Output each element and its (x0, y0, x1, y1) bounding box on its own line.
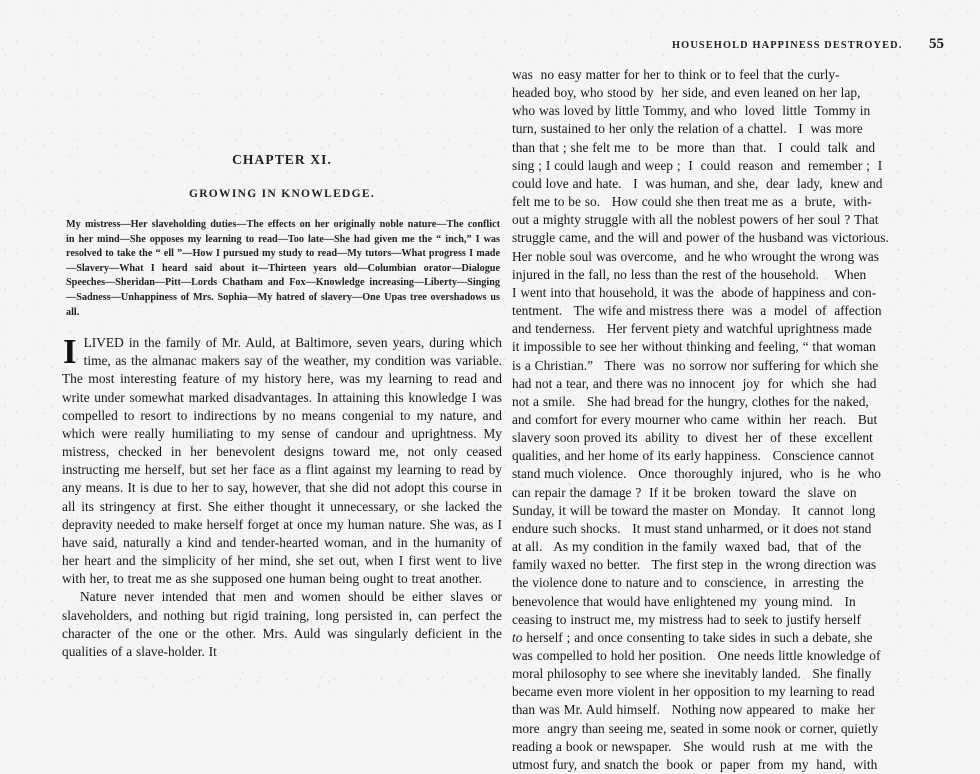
body-line: was no easy matter for her to think or to feel that the curly- (512, 67, 840, 82)
body-line: moral philosophy to see where she inevitably landed. She finally (512, 666, 872, 682)
page-number: 55 (929, 36, 944, 52)
running-head-title: HOUSEHOLD HAPPINESS DESTROYED. (672, 40, 903, 51)
italic-word: to (512, 629, 523, 645)
body-line: out a mighty struggle with all the noblest powers of her soul ? That (512, 212, 879, 228)
body-line: is a Christian.” There was no sorrow nor suffering for which she (512, 357, 879, 373)
body-line: struggle came, and the will and power of the husband was victorious. (512, 230, 889, 246)
body-line: I went into that household, it was the abode of happiness and con- (512, 284, 877, 300)
body-line: was compelled to hold her position. One needs little knowledge of (512, 648, 881, 663)
body-line: felt me to be so. How could she then treat me as a brute, with- (512, 194, 872, 210)
chapter-synopsis: My mistress—Her slaveholding duties—The effects on her originally noble nature—The conflict in her mind—She opposes my learning to read—Too late—She had given me the “ inch,” I was resolved to take the “ ell ”—How I pursued my study to read—My tutors—What progress I made—Slavery—What I heard said about it—Thirteen years old—Columbian orator—Dialogue Speeches—Sheridan—Pitt—Lords Chatham and Fox—Knowledge increasing—Liberty—Singing—Sadness—Unhappiness of Mrs. Sophia—My hatred of slavery—One Upas tree overshadows us all. (66, 219, 500, 318)
body-line: Sunday, it will be toward the master on Monday. It cannot long (512, 502, 876, 518)
body-line: than that ; she felt me to be more than that. I could talk and (512, 139, 876, 155)
body-line: headed boy, who stood by her side, and even leaned on her lap, (512, 85, 861, 101)
left-page (62, 152, 502, 661)
body-line: can repair the damage ? If it be broken toward the slave on (512, 484, 857, 500)
body-line: at all. As my condition in the family waxed bad, that of the (512, 539, 862, 555)
body-line: ceasing to instruct me, my mistress had to seek to justify herself (512, 611, 861, 627)
body-paragraph-text: LIVED in the family of Mr. Auld, at Baltimore, seven years, during which time, as the almanac makers say of the weather, my condition was variable. The most interesting feature of my history here, was my learning to read and write under somewhat marked disadvantages. In attaining this knowledge I was compelled to resort to indirections by no means congenial to my nature, and which were really humiliating to my sense of candour and uprightness. My mistress, checked in her benevolent designs toward me, not only ceased instructing me herself, but set her face as a flint against my learning to read by any means. It is due to her to say, however, that she did not adopt this course in all its stringency at first. She either thought it unnecessary, or she lacked the depravity needed to make herself forget at once my human nature. She was, as I have said, naturally a kind and tender-hearted woman, and in the humanity of her heart and the simplicity of her mind, she set out, when I first went to live with her, to treat me as she supposed one human being ought to treat another. (62, 335, 502, 587)
body-line: not a smile. She had bread for the hungry, clothes for the naked, (512, 393, 869, 409)
body-line: and comfort for every mourner who came within her reach. But (512, 411, 878, 427)
body-line: Her noble soul was overcome, and he who wrought the wrong was (512, 248, 879, 264)
body-paragraph (62, 334, 502, 588)
drop-cap-letter: I (63, 332, 77, 372)
body-line: utmost fury, and snatch the book or paper from my hand, with (512, 756, 878, 772)
body-line: qualities, and her home of its early happiness. Conscience cannot (512, 448, 874, 464)
body-line: family waxed no better. The first step in the wrong direction was (512, 557, 877, 573)
running-head (512, 36, 980, 60)
body-line: became even more violent in her opposition to my learning to read (512, 684, 875, 700)
chapter-number-heading: CHAPTER XI. (232, 152, 332, 167)
body-line: slavery soon proved its ability to divest her of these excellent (512, 430, 873, 446)
body-line: had not a tear, and there was no innocent joy for which she had (512, 375, 877, 391)
body-line: sing ; I could laugh and weep ; I could reason and remember ; I (512, 157, 883, 173)
body-line: the violence done to nature and to conscience, in arresting the (512, 575, 864, 591)
body-line: and tenderness. Her fervent piety and watchful uprightness made (512, 321, 872, 337)
body-line: turn, sustained to her only the relation of a chattel. I was more (512, 121, 863, 137)
body-line: more angry than seeing me, seated in some nook or corner, quietly (512, 720, 879, 736)
right-page (512, 36, 980, 774)
body-line: endure such shocks. It must stand unharmed, or it does not stand (512, 520, 872, 536)
body-line: injured in the fall, no less than the rest of the household. When (512, 266, 867, 282)
right-page-body-text (512, 66, 980, 774)
body-line: who was loved by little Tommy, and who loved little Tommy in (512, 103, 871, 119)
body-paragraph (512, 66, 980, 774)
body-line: benevolence that would have enlightened my young mind. In (512, 593, 856, 609)
chapter-title-heading: GROWING IN KNOWLEDGE. (188, 188, 376, 200)
body-line: to herself ; and once consenting to take sides in such a debate, she (512, 629, 873, 645)
body-line: it impossible to see her without thinking and feeling, “ that woman (512, 339, 876, 355)
body-line: could love and hate. I was human, and she, dear lady, knew and (512, 175, 883, 191)
left-page-body-text (62, 334, 502, 661)
body-paragraph: Nature never intended that men and women should be either slaves or slaveholders, and nothing but rigid training, long persisted in, can perfect the character of the one or the other. Mrs. Auld was singularly deficient in the qualities of a slave-holder. It (62, 589, 502, 659)
body-line: stand much violence. Once thoroughly injured, who is he who (512, 466, 881, 482)
body-line: reading a book or newspaper. She would rush at me with the (512, 738, 873, 754)
body-line: tentment. The wife and mistress there was a model of affection (512, 303, 882, 319)
body-line: than was Mr. Auld himself. Nothing now appeared to make her (512, 702, 875, 718)
